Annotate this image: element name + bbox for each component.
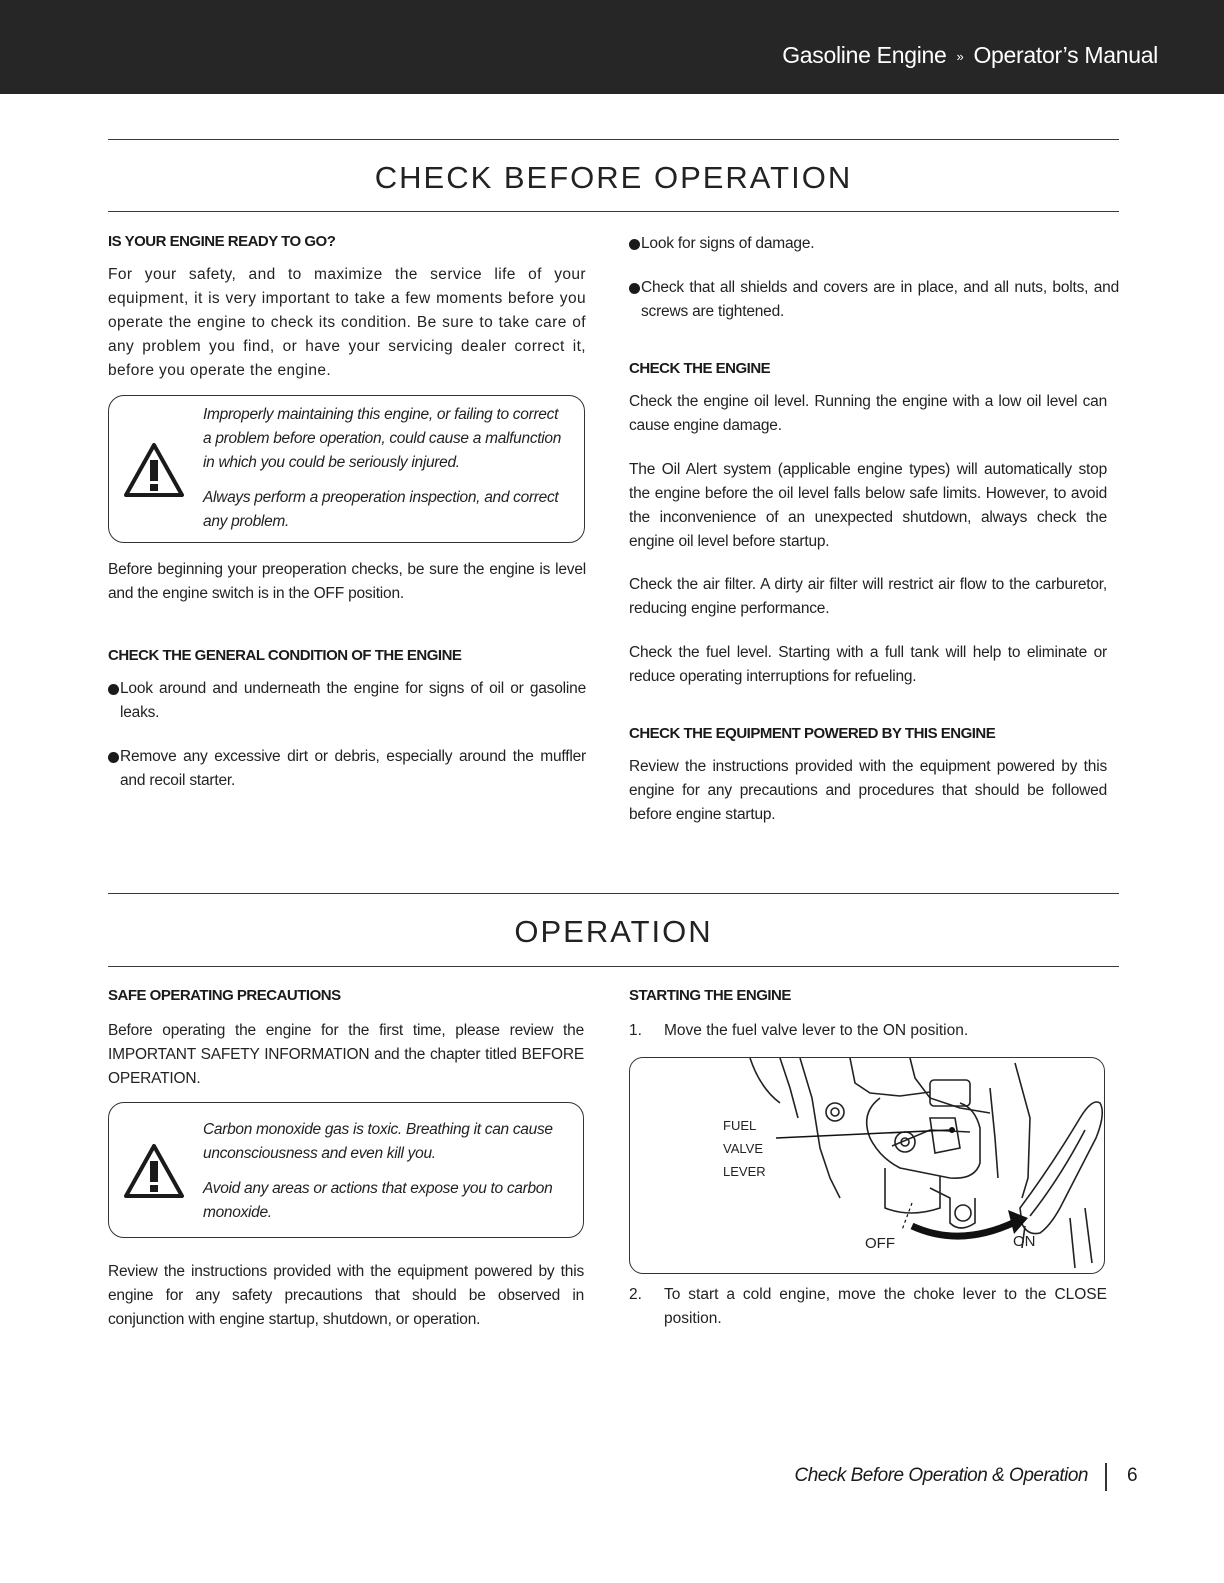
intro-paragraph: For your safety, and to maximize the service life of your equipment, it is very important to take a few moments before you operate the engine to check its condition. Be sure to take care of any problem you find, or have your servicing dealer correct it, before you operate the engine. (108, 266, 586, 379)
heading-general-condition: CHECK THE GENERAL CONDITION OF THE ENGINE (108, 647, 462, 664)
step-number: 1. (629, 1022, 642, 1039)
bullet-text: Look for signs of damage. (641, 235, 815, 252)
bullet-text: Remove any excessive dirt or debris, especially around the muffler and recoil starter. (120, 748, 586, 789)
header-bar (0, 0, 1224, 94)
section-rule-bottom (108, 211, 1119, 212)
heading-check-engine: CHECK THE ENGINE (629, 360, 771, 377)
step-item (629, 1019, 1107, 1043)
step-number: 2. (629, 1286, 642, 1303)
warning-triangle-icon (123, 1143, 185, 1199)
warning-box-carbon-monoxide (108, 1102, 584, 1238)
warning-text-1: Improperly maintaining this engine, or failing to correct a problem before operation, could cause a malfunction in which you could be seriously injured. (203, 406, 562, 471)
oil-level-paragraph: Check the engine oil level. Running the engine with a low oil level can cause engine damage. (629, 393, 1107, 434)
bullet-dot-icon (629, 239, 640, 250)
bullet-text: Check that all shields and covers are in place, and all nuts, bolts, and screws are tightened. (641, 279, 1119, 320)
bullet-item (629, 232, 1119, 256)
footer-divider (1105, 1463, 1107, 1491)
breadcrumb-separator: » (956, 49, 964, 64)
step-item (629, 1283, 1107, 1331)
first-time-paragraph: Before operating the engine for the first time, please review the IMPORTANT SAFETY INFORMATION and the chapter titled BEFORE OPERATION. (108, 1022, 584, 1087)
before-checks-paragraph: Before beginning your preoperation checks, be sure the engine is level and the engine switch is in the OFF position. (108, 561, 586, 602)
warning-box-maintenance (108, 395, 585, 543)
bullet-dot-icon (108, 684, 119, 695)
header-title (782, 42, 1158, 69)
oil-alert-paragraph: The Oil Alert system (applicable engine types) will automatically stop the engine before the oil level falls below safe limits. However, to avoid the inconvenience of an unexpected shutdown, always check the engine oil level before startup. (629, 461, 1107, 550)
page-number: 6 (1127, 1465, 1138, 1486)
bullet-text: Look around and underneath the engine for signs of oil or gasoline leaks. (120, 680, 586, 721)
review-instructions-paragraph: Review the instructions provided with the equipment powered by this engine for any safety precautions that should be observed in conjunction with engine startup, shutdown, or operation. (108, 1263, 584, 1328)
figure-label-on: ON (1013, 1233, 1036, 1250)
step-text: To start a cold engine, move the choke lever to the CLOSE position. (664, 1286, 1107, 1327)
section-rule-bottom (108, 966, 1119, 967)
section-title-operation: OPERATION (514, 914, 713, 949)
warning-text-2: Always perform a preoperation inspection, and correct any problem. (203, 489, 559, 530)
heading-engine-ready: IS YOUR ENGINE READY TO GO? (108, 233, 336, 250)
warning-text-1: Carbon monoxide gas is toxic. Breathing it can cause unconsciousness and even kill you. (203, 1121, 553, 1162)
section-rule-top (108, 139, 1119, 140)
section-title-check: CHECK BEFORE OPERATION (374, 160, 853, 195)
heading-check-equipment: CHECK THE EQUIPMENT POWERED BY THIS ENGINE (629, 725, 996, 742)
doc-title: Gasoline Engine (782, 42, 947, 68)
heading-safe-precautions: SAFE OPERATING PRECAUTIONS (108, 987, 341, 1004)
figure-label-fuel: FUEL (723, 1118, 757, 1133)
step-text: Move the fuel valve lever to the ON position. (664, 1022, 969, 1039)
doc-subtitle: Operator’s Manual (973, 42, 1158, 68)
warning-triangle-icon (123, 442, 185, 498)
bullet-item (108, 745, 586, 793)
figure-label-lever: LEVER (723, 1164, 766, 1179)
section-rule-top (108, 893, 1119, 894)
bullet-item (108, 677, 586, 725)
bullet-dot-icon (629, 283, 640, 294)
equipment-paragraph: Review the instructions provided with the equipment powered by this engine for any precautions and procedures that should be followed before engine startup. (629, 758, 1107, 823)
figure-label-valve: VALVE (723, 1141, 763, 1156)
footer-section-name: Check Before Operation & Operation (794, 1465, 1088, 1486)
bullet-item (629, 276, 1119, 324)
warning-text-2: Avoid any areas or actions that expose you to carbon monoxide. (203, 1180, 553, 1221)
fuel-valve-figure (629, 1057, 1105, 1274)
figure-label-off: OFF (865, 1235, 895, 1252)
bullet-dot-icon (108, 752, 119, 763)
air-filter-paragraph: Check the air filter. A dirty air filter will restrict air flow to the carburetor, reducing engine performance. (629, 576, 1107, 617)
heading-starting-engine: STARTING THE ENGINE (629, 987, 791, 1004)
fuel-level-paragraph: Check the fuel level. Starting with a full tank will help to eliminate or reduce operating interruptions for refueling. (629, 644, 1107, 685)
